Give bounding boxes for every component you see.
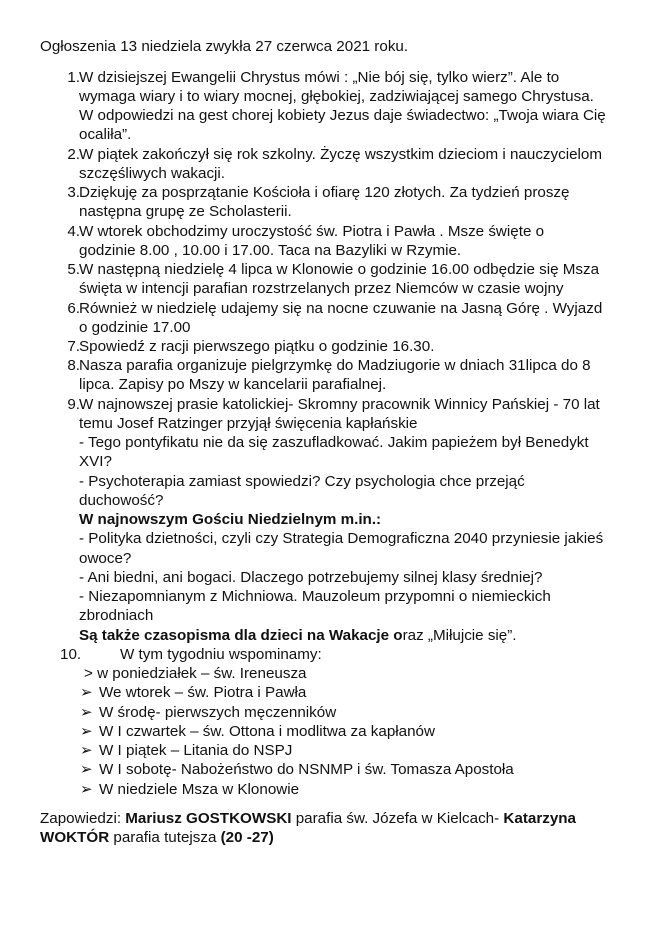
item-number: 7. (67, 338, 80, 355)
saint-list-text: W I czwartek – św. Ottona i modlitwa za kapłanów (99, 723, 435, 740)
page-title: Ogłoszenia 13 niedziela zwykła 27 czerwca 2021 roku. (40, 38, 409, 55)
item-text-line: Spowiedź z racji pierwszego piątku o godzinie 16.30. (79, 338, 435, 355)
kids-magazines-line (79, 626, 517, 646)
item-number: 10. (60, 646, 82, 663)
item-text-line: wymaga wiary i to wiary mocnej, głębokiej, zadziwiającej samego Chrystusa. (79, 88, 594, 105)
item-text-line: następna grupę ze Scholasterii. (79, 203, 292, 220)
gosc-text-line: - Polityka dzietności, czyli czy Strategia Demograficzna 2040 przyniesie jakieś (79, 530, 604, 547)
item-text-line: godzinie 8.00 , 10.00 i 17.00. Taca na Bazyliki w Rzymie. (79, 242, 462, 259)
item-text-line: temu Josef Ratzinger przyjął święcenia kapłańskie (79, 415, 418, 432)
arrow-icon: ➢ (80, 761, 93, 778)
item-text-line: W piątek zakończył się rok szkolny. Życzę wszystkim dzieciom i nauczycielom (79, 146, 602, 163)
item-text-line: - Tego pontyfikatu nie da się zaszufladkować. Jakim papieżem był Benedykt (79, 434, 589, 451)
item-number: 5. (67, 261, 80, 278)
arrow-icon: ➢ (80, 781, 93, 798)
item-number: 6. (67, 300, 80, 317)
item-text-line: Nasza parafia organizuje pielgrzymkę do Madziugorie w dniach 31lipca do 8 (79, 357, 591, 374)
item-text-line: W odpowiedzi na gest chorej kobiety Jezus daje świadectwo: „Twoja wiara Cię (79, 107, 606, 124)
banns-name: WOKTÓR (40, 829, 110, 846)
arrow-icon: ➢ (80, 742, 93, 759)
item-number: 1. (67, 69, 80, 86)
item-number: 3. (67, 184, 80, 201)
banns-parish: parafia św. Józefa w Kielcach- (291, 810, 500, 827)
item-number: 4. (67, 223, 80, 240)
arrow-icon: ➢ (80, 684, 93, 701)
item-text-line: W najnowszej prasie katolickiej- Skromny pracownik Winnicy Pańskiej - 70 lat (79, 396, 600, 413)
banns-line (40, 828, 274, 848)
arrow-icon: ➢ (80, 704, 93, 721)
item-text-line: lipca. Zapisy po Mszy w kancelarii parafialnej. (79, 376, 387, 393)
arrow-icon: > (84, 665, 93, 682)
item-text-line: XVI? (79, 453, 112, 470)
gosc-text-line: - Niezapomnianym z Michniowa. Mauzoleum przypomni o niemieckich (79, 588, 551, 605)
gosc-text-line: - Ani biedni, ani bogaci. Dlaczego potrzebujemy silnej klasy średniej? (79, 569, 543, 586)
item-text-line: W wtorek obchodzimy uroczystość św. Piotra i Pawła . Msze święte o (79, 223, 545, 240)
saint-list-text: We wtorek – św. Piotra i Pawła (99, 684, 307, 701)
banns-name: Katarzyna (503, 810, 576, 827)
item-number: 8. (67, 357, 80, 374)
item-text-line: święta w intencji parafian rozstrzelanych przez Niemców w czasie wojny (79, 280, 564, 297)
saint-list-text: W I sobotę- Nabożeństwo do NSNMP i św. Tomasza Apostoła (99, 761, 514, 778)
arrow-icon: ➢ (80, 723, 93, 740)
saint-list-text: W I piątek – Litania do NSPJ (99, 742, 293, 759)
item-number: 2. (67, 146, 80, 163)
saint-list-text: W niedziele Msza w Klonowie (99, 781, 300, 798)
banns-date-range: (20 -27) (220, 829, 274, 846)
banns-parish: parafia tutejsza (109, 829, 221, 846)
banns-line (40, 809, 576, 829)
gosc-text-line: owoce? (79, 550, 132, 567)
item-text-line: ocaliła”. (79, 126, 132, 143)
kids-magazines-bold: Są także czasopisma dla dzieci na Wakacje o (79, 627, 403, 644)
item-text-line: - Psychoterapia zamiast spowiedzi? Czy psychologia chce przejąć (79, 473, 525, 490)
gosc-text-line: zbrodniach (79, 607, 154, 624)
gosc-niedzielny-heading: W najnowszym Gościu Niedzielnym m.in.: (79, 511, 382, 528)
item-text-line: W tym tygodniu wspominamy: (120, 646, 322, 663)
item-text-line: W dzisiejszej Ewangelii Chrystus mówi : „Nie bój się, tylko wierz”. Ale to (79, 69, 560, 86)
item-text-line: o godzinie 17.00 (79, 319, 191, 336)
banns-label: Zapowiedzi: (40, 810, 122, 827)
banns-name: Mariusz GOSTKOWSKI (125, 810, 292, 827)
item-text-line: Dziękuję za posprzątanie Kościoła i ofiarę 120 złotych. Za tydzień proszę (79, 184, 570, 201)
item-number: 9. (67, 396, 80, 413)
item-text-line: duchowość? (79, 492, 164, 509)
kids-magazines-normal: raz „Miłujcie się (402, 627, 508, 644)
saint-list-text: W środę- pierwszych męczenników (99, 704, 337, 721)
saint-list-item (84, 664, 306, 684)
item-text-line: Również w niedzielę udajemy się na nocne czuwanie na Jasną Górę . Wyjazd (79, 300, 603, 317)
item-text-line: W następną niedzielę 4 lipca w Klonowie o godzinie 16.00 odbędzie się Msza (79, 261, 600, 278)
kids-magazines-end: ”. (507, 627, 517, 644)
saint-list-text: w poniedziałek – św. Ireneusza (97, 665, 307, 682)
item-text-line: szczęśliwych wakacji. (79, 165, 226, 182)
